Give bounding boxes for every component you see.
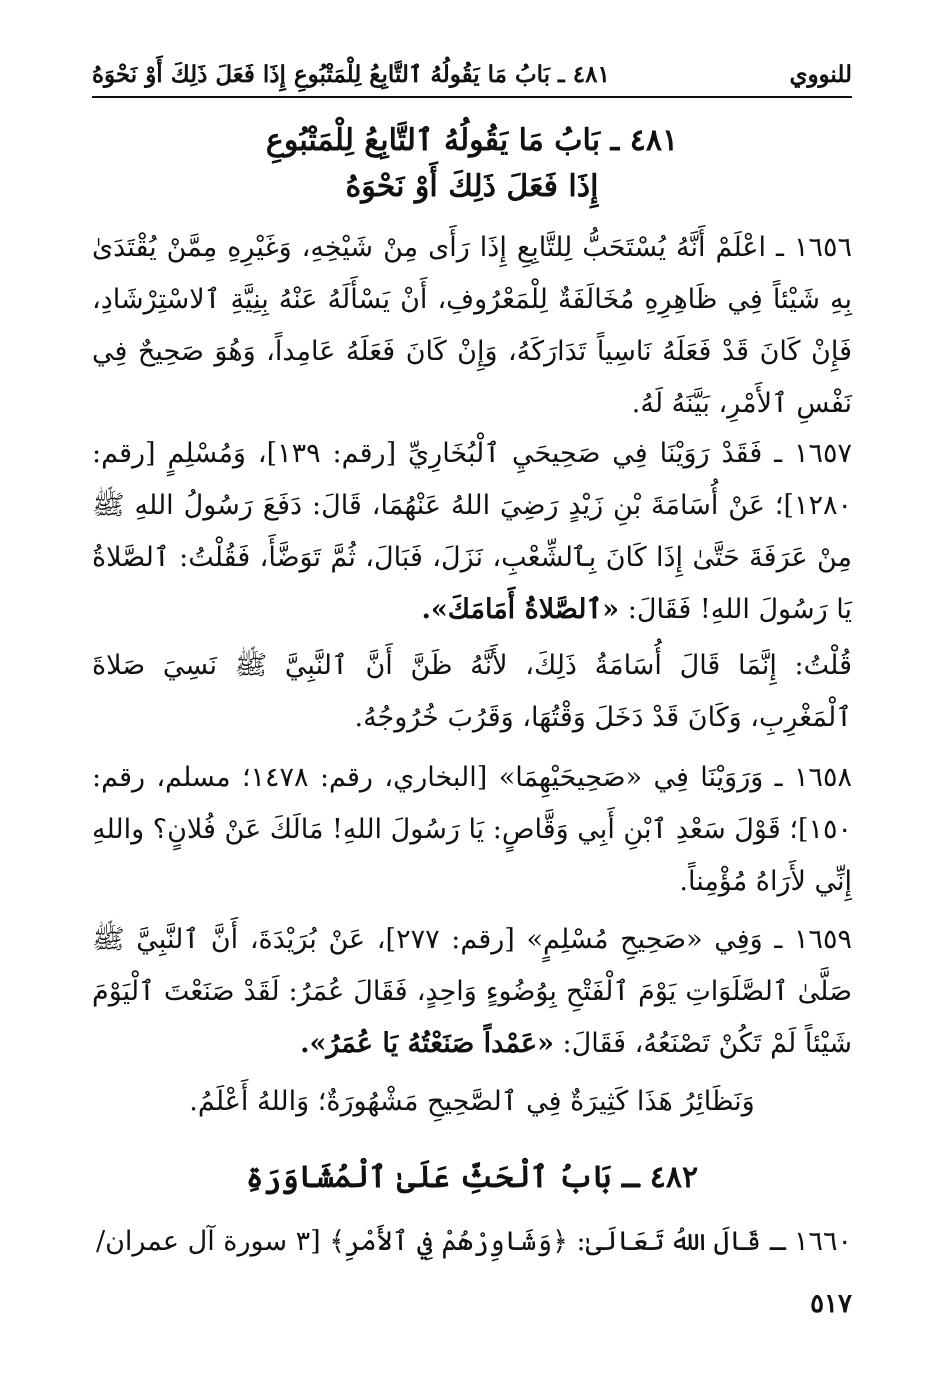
paragraph-1659-quote: «عَمْداً صَنَعْتُهُ يَا عُمَرُ». <box>300 1028 554 1059</box>
page-number: ٥١٧ <box>810 1289 852 1319</box>
paragraph-1658 <box>92 752 852 908</box>
running-header <box>92 52 852 98</box>
book-name: للنووي <box>789 60 852 88</box>
paragraph-1657 <box>92 428 852 636</box>
paragraph-1658-text: ١٦٥٨ ـ وَرَوَيْنَا فِي «صَحِيحَيْهِمَا» [البخاري، رقم: ١٤٧٨؛ مسلم، رقم: ١٥٠]؛ قَوْلَ سَعْدِ ٱبْنِ أَبِي وَقَّاصٍ: يَا رَسُولَ اللهِ! مَالَكَ عَنْ فُلانٍ؟ واللهِ إِنِّي لأَرَاهُ مُؤْمِناً. <box>92 762 852 897</box>
paragraph-nazair-text: وَنَظَائِرُ هَذَا كَثِيرَةٌ فِي ٱلصَّحِيحِ مَشْهُورَةٌ؛ وَاللهُ أَعْلَمُ. <box>189 1086 755 1117</box>
paragraph-1660 <box>92 1216 852 1268</box>
paragraph-qultu-text: قُلْتُ: إِنَّمَا قَالَ أُسَامَةُ ذَلِكَ، لأَنَّهُ ظَنَّ أَنَّ ٱلنَّبِيَّ ﷺ نَسِيَ صَلاةَ ٱلْمَغْرِبِ، وَكَانَ قَدْ دَخَلَ وَقْتُهَا، وَقَرُبَ خُرُوجُهُ. <box>92 650 852 733</box>
paragraph-1656-text: ١٦٥٦ ـ اعْلَمْ أَنَّهُ يُسْتَحَبُّ لِلتَّابِعِ إِذَا رَأَى مِنْ شَيْخِهِ، وَغَيْرِهِ مِمَّنْ يُقْتَدَىٰ بِهِ شَيْئاً فِي ظَاهِرِهِ مُخَالَفَةٌ لِلْمَعْرُوفِ، أَنْ يَسْأَلَهُ عَنْهُ بِنِيَّةِ ٱلاسْتِرْشَادِ، فَإِنْ كَانَ قَدْ فَعَلَهُ نَاسِياً تَدَارَكَهُ، وَإِنْ كَانَ فَعَلَهُ عَامِداً، وَهُوَ صَحِيحٌ فِي نَفْسِ ٱلأَمْرِ، بَيَّنَهُ لَهُ. <box>92 232 852 419</box>
paragraph-1659-text: ١٦٥٩ ـ وَفِي «صَحِيحِ مُسْلِمٍ» [رقم: ٢٧٧]، عَنْ بُرَيْدَةَ، أَنَّ ٱلنَّبِيَّ ﷺ صَلَّىٰ ٱلصَّلَوَاتِ يَوْمَ ٱلْفَتْحِ بِوُضُوءٍ وَاحِدٍ، فَقَالَ عُمَرُ: لَقَدْ صَنَعْتَ ٱلْيَوْمَ شَيْئاً لَمْ تَكُنْ تَصْنَعُهُ، فَقَالَ: <box>92 924 852 1059</box>
running-title: ٤٨١ ـ بَابُ مَا يَقُولُهُ ٱلتَّابِعُ لِلْمَتْبُوعِ إِذَا فَعَلَ ذَلِكَ أَوْ نَحْوَهُ <box>92 60 610 88</box>
paragraph-qultu <box>92 640 852 744</box>
paragraph-1660-text: ١٦٦٠ ـ قَالَ اللهُ تَعَالَىٰ: ﴿وَشَاوِرْهُمْ فِي ٱلأَمْرِ﴾ [٣ سورة آل عمران/ <box>95 1226 852 1257</box>
chapter-title <box>92 118 852 210</box>
chapter-title-line2: إِذَا فَعَلَ ذَلِكَ أَوْ نَحْوَهُ <box>345 169 599 204</box>
paragraph-nazair <box>92 1076 852 1128</box>
paragraph-1657-quote: «ٱلصَّلاةُ أَمَامَكَ». <box>421 594 620 625</box>
chapter-482-title: ٤٨٢ ـ بَابُ ٱلْحَثِّ عَلَىٰ ٱلْمُشَاوَرَةِ <box>245 1160 699 1195</box>
chapter-title-line1: ٤٨١ ـ بَابُ مَا يَقُولُهُ ٱلتَّابِعُ لِلْمَتْبُوعِ <box>265 123 679 158</box>
paragraph-1659 <box>92 914 852 1070</box>
paragraph-1657-text: ١٦٥٧ ـ فَقَدْ رَوَيْنَا فِي صَحِيحَيِ ٱلْبُخَارِيِّ [رقم: ١٣٩]، وَمُسْلِمٍ [رقم: ١٢٨٠]؛ عَنْ أُسَامَةَ بْنِ زَيْدٍ رَضِيَ اللهُ عَنْهُمَا، قَالَ: دَفَعَ رَسُولُ اللهِ ﷺ مِنْ عَرَفَةَ حَتَّىٰ إِذَا كَانَ بِٱلشِّعْبِ، نَزَلَ، فَبَالَ، ثُمَّ تَوَضَّأَ، فَقُلْتُ: ٱلصَّلاةُ يَا رَسُولَ اللهِ! فَقَالَ: <box>92 438 853 625</box>
paragraph-1656 <box>92 222 852 430</box>
